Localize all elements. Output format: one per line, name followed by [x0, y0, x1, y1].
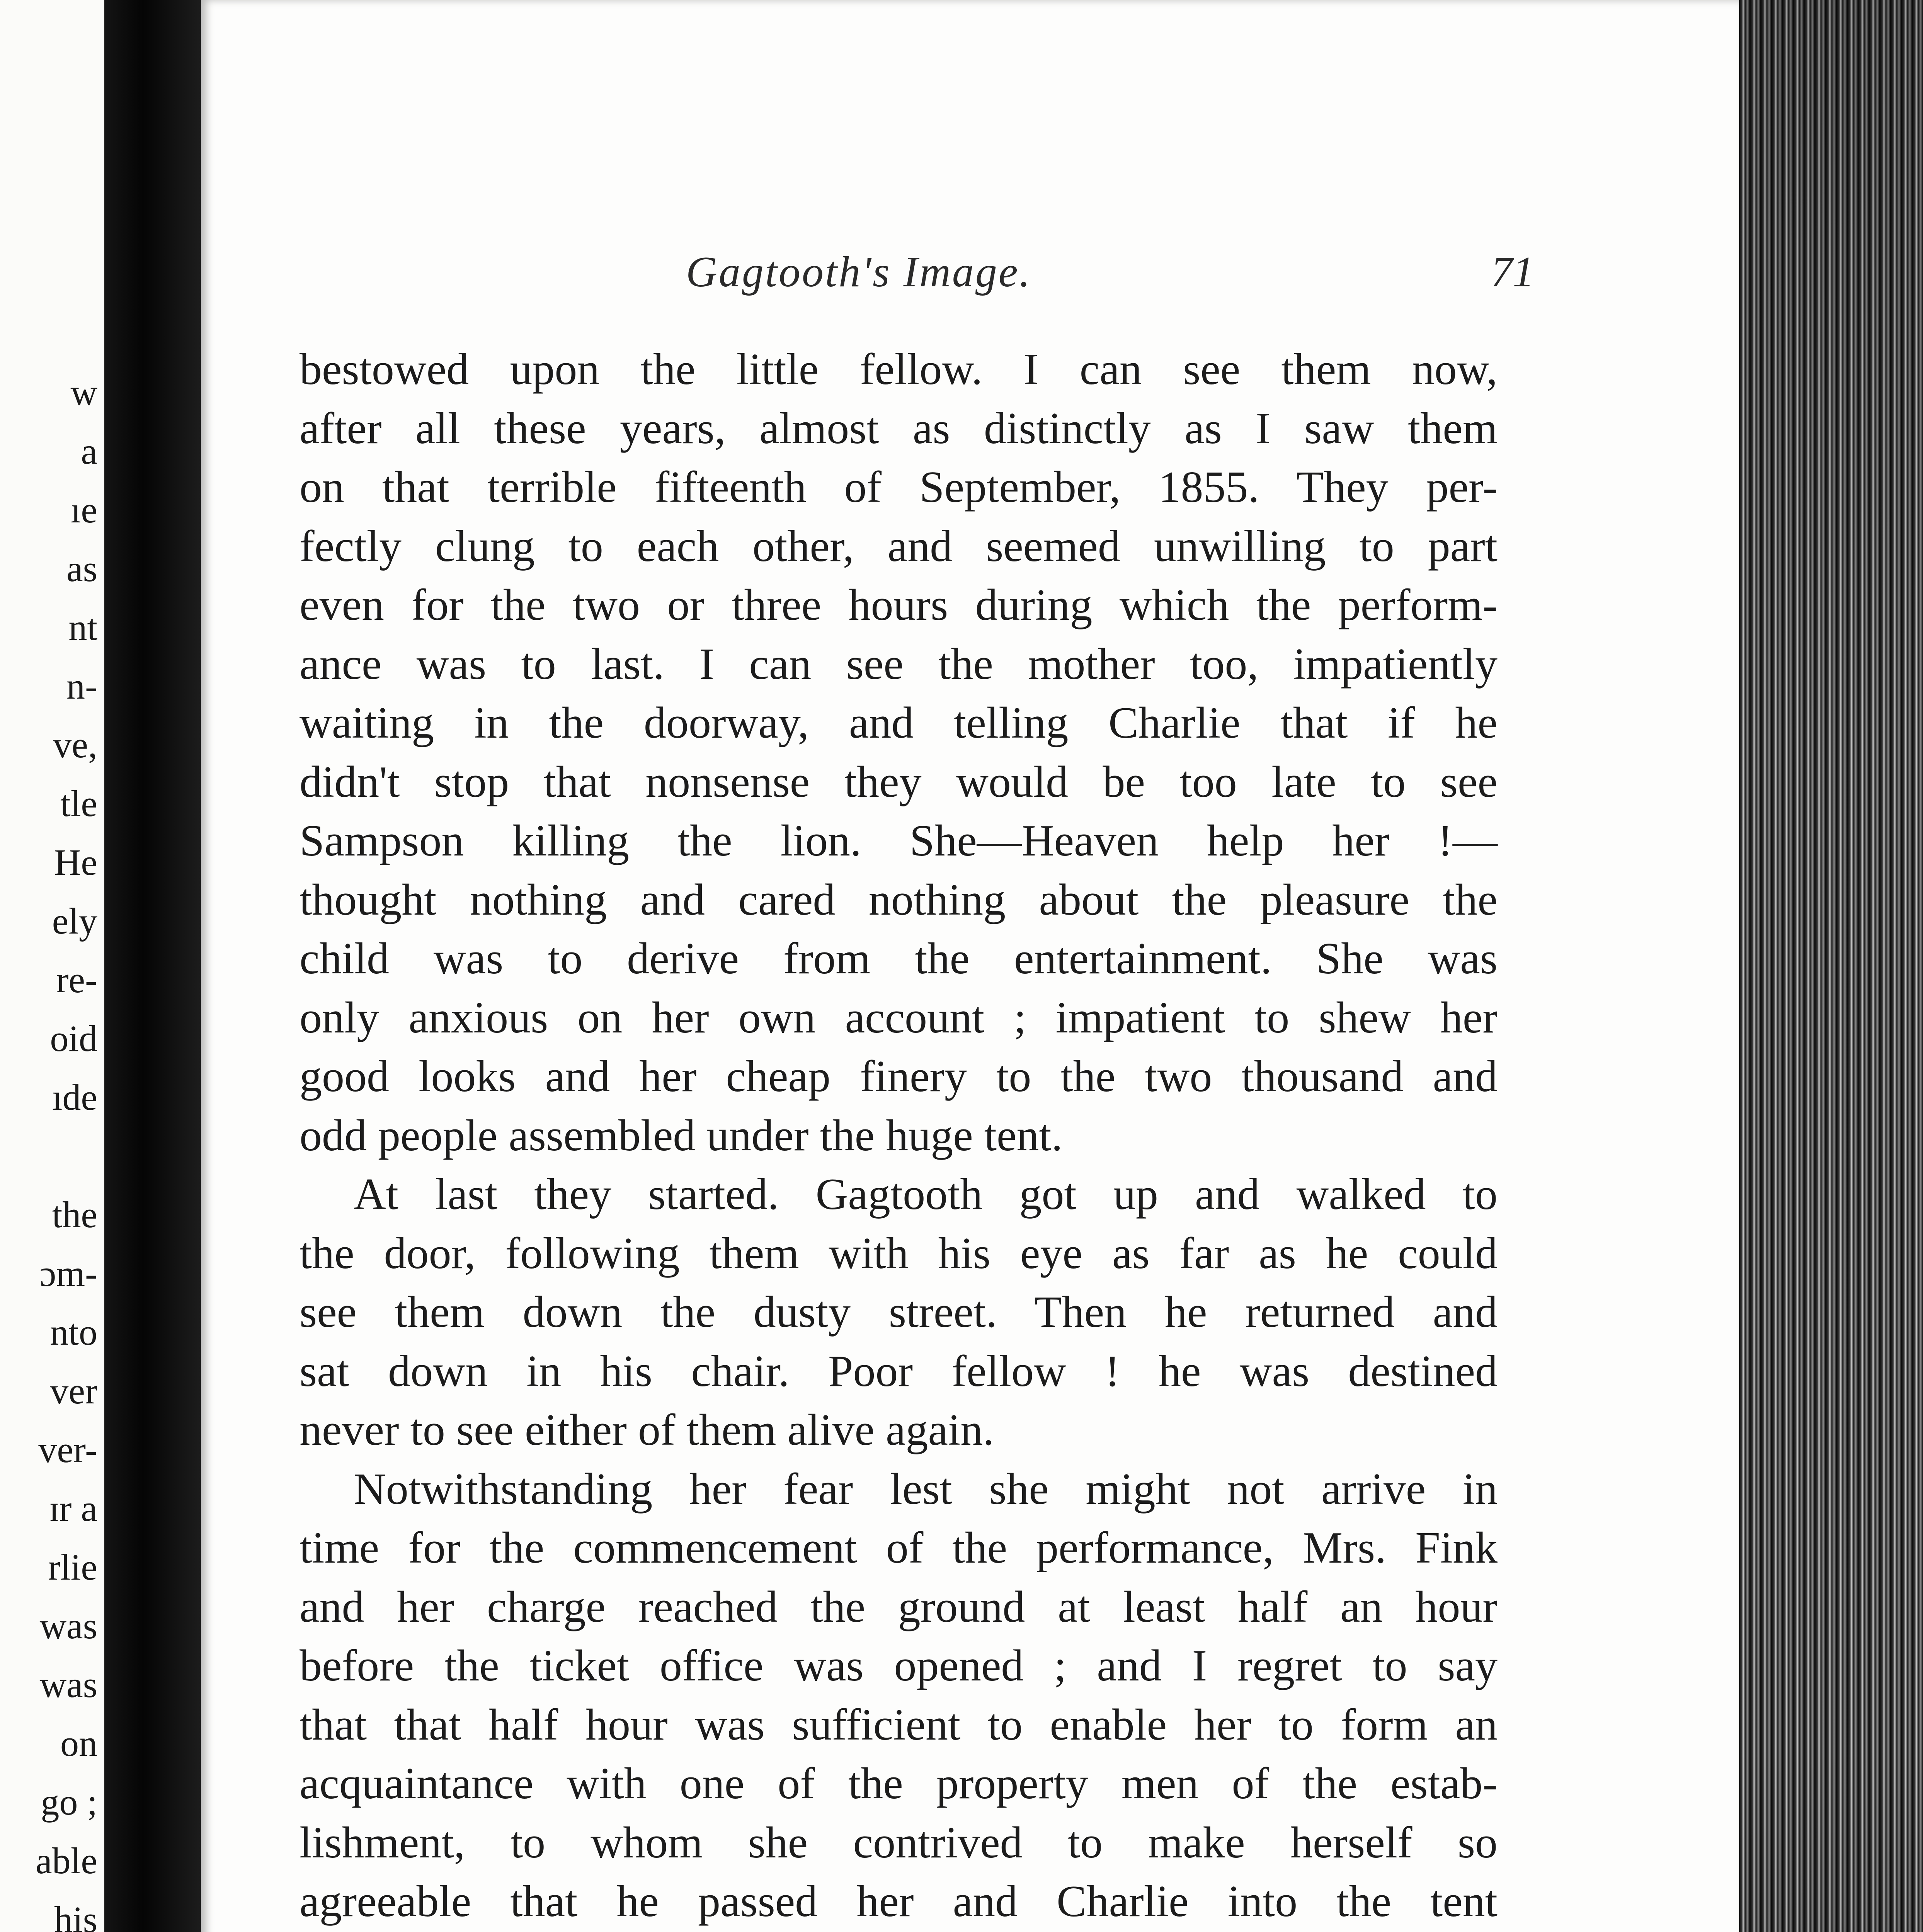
facing-page-fragment: ıe [70, 489, 97, 531]
facing-page-text [0, 363, 104, 1932]
text-line: bestowed upon the little fellow. I can see them now, [300, 345, 1498, 394]
text-line: on that terrible fifteenth of September, 1855. They per- [300, 463, 1498, 512]
text-line: before the ticket office was opened ; and I regret to say [300, 1641, 1498, 1690]
text-line: child was to derive from the entertainment. She was [300, 934, 1498, 983]
text-line: sat down in his chair. Poor fellow ! he was destined [300, 1346, 1498, 1396]
running-title: Gagtooth's Image. [686, 248, 1032, 296]
text-line: didn't stop that nonsense they would be too late to see [300, 757, 1498, 807]
facing-page-fragment: He [54, 842, 97, 883]
text-line: after all these years, almost as distinctly as I saw them [300, 403, 1498, 453]
text-line: ance was to last. I can see the mother too, impatiently [300, 639, 1498, 689]
facing-page-fragment: on [60, 1723, 97, 1764]
text-line: odd people assembled under the huge tent. [300, 1111, 1063, 1160]
facing-page-fragment: nt [68, 607, 97, 648]
facing-page-fragment: as [66, 548, 97, 589]
text-line: lishment, to whom she contrived to make herself so [300, 1818, 1498, 1867]
facing-page-fragment: his [54, 1899, 97, 1932]
text-line: At last they started. Gagtooth got up and walked to [354, 1170, 1498, 1219]
facing-page-fragment: tle [60, 783, 97, 824]
page-edges [1739, 0, 1923, 1932]
facing-page-fragment: ıde [52, 1077, 97, 1118]
facing-page-fragment: was [39, 1664, 97, 1705]
page-edges-shading [1739, 0, 1923, 1932]
facing-page-fragment: was [39, 1605, 97, 1646]
facing-page-fragment: rlie [48, 1546, 97, 1588]
facing-page-fragment: oid [50, 1018, 97, 1059]
text-line: and her charge reached the ground at least half an hour [300, 1582, 1498, 1632]
text-line: thought nothing and cared nothing about the pleasure the [300, 875, 1498, 925]
facing-page-fragment: ve, [53, 724, 97, 765]
text-line: time for the commencement of the performance, Mrs. Fink [300, 1523, 1498, 1573]
text-line: never to see either of them alive again. [300, 1405, 994, 1455]
facing-page-fragment: the [52, 1194, 97, 1235]
facing-page-fragment: n- [66, 665, 97, 707]
facing-page-fragment: a [81, 430, 97, 472]
text-line: Sampson killing the lion. She—Heaven help her !— [300, 816, 1498, 866]
text-line: even for the two or three hours during which the perform- [300, 580, 1498, 630]
facing-page-fragment: ɔm- [39, 1253, 97, 1294]
book-gutter [104, 0, 201, 1932]
text-line: fectly clung to each other, and seemed unwilling to part [300, 521, 1498, 571]
text-line: the door, following them with his eye as far as he could [300, 1228, 1498, 1278]
text-line: see them down the dusty street. Then he returned and [300, 1287, 1498, 1337]
facing-page-fragment: re- [56, 959, 97, 1000]
facing-page-fragment [0, 1127, 104, 1185]
text-line: agreeable that he passed her and Charlie into the tent [300, 1877, 1498, 1926]
facing-page-fragment: ely [52, 900, 97, 942]
page-number: 71 [1491, 248, 1534, 296]
facing-page-strip [0, 0, 104, 1932]
facing-page-fragment: go ; [41, 1781, 97, 1823]
facing-page-fragment: able [36, 1840, 97, 1881]
text-line: acquaintance with one of the property men of the estab- [300, 1759, 1498, 1808]
text-line: waiting in the doorway, and telling Charlie that if he [300, 698, 1498, 748]
body-text [300, 340, 1498, 1932]
facing-page-fragment: w [70, 372, 97, 413]
facing-page-fragment: ver [50, 1370, 97, 1412]
running-head [470, 247, 1534, 305]
text-line: only anxious on her own account ; impatient to shew her [300, 993, 1498, 1043]
facing-page-fragment: ver- [38, 1429, 97, 1470]
facing-page-fragment: nto [50, 1311, 97, 1353]
text-line: good looks and her cheap finery to the two thousand and [300, 1052, 1498, 1101]
facing-page-fragment: ɪr a [49, 1488, 97, 1529]
text-line: Notwithstanding her fear lest she might not arrive in [354, 1464, 1498, 1514]
text-line: that that half hour was sufficient to enable her to form an [300, 1700, 1498, 1750]
